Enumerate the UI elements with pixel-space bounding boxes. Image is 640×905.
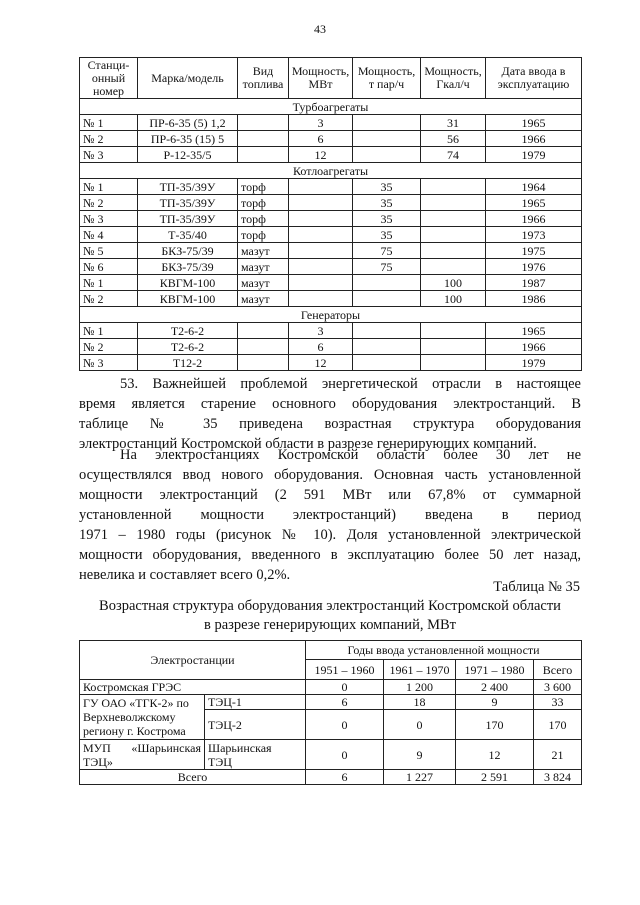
table-cell: № 3	[80, 355, 138, 371]
table-cell: № 2	[80, 339, 138, 355]
table-cell: мазут	[238, 259, 289, 275]
paragraph-line: невелика и составляет всего 0,2%.	[79, 567, 291, 583]
total-label: Всего	[80, 770, 306, 785]
table-cell: 1966	[486, 339, 582, 355]
year-column-header: 1971 – 1980	[456, 660, 534, 680]
table-cell: 1979	[486, 355, 582, 371]
table-cell: 12	[289, 355, 353, 371]
table-cell: 6	[289, 131, 353, 147]
table-cell	[238, 131, 289, 147]
table-cell: 1965	[486, 115, 582, 131]
table-row	[80, 275, 582, 291]
table-cell: ТП-35/39У	[138, 179, 238, 195]
plant-tec1: ТЭЦ-1	[205, 695, 306, 710]
owner-line: ТЭЦ»	[83, 754, 113, 769]
table-cell: мазут	[238, 291, 289, 307]
table-cell: Т-35/40	[138, 227, 238, 243]
table-cell: 0	[306, 740, 384, 770]
table-cell: 1 200	[384, 680, 456, 695]
table-cell: БКЗ-75/39	[138, 243, 238, 259]
table-cell: 3	[289, 115, 353, 131]
table-cell	[353, 275, 421, 291]
table-cell: 9	[456, 695, 534, 710]
section-row	[80, 99, 582, 115]
table-cell: 1 227	[384, 770, 456, 785]
table-row	[80, 740, 582, 770]
equipment-table	[79, 57, 582, 371]
table-cell: ТП-35/39У	[138, 195, 238, 211]
table-cell: торф	[238, 195, 289, 211]
table35-title-line: в разрезе генерирующих компаний, МВт	[204, 617, 456, 633]
table-cell: № 3	[80, 211, 138, 227]
table-row	[80, 259, 582, 275]
station-kostroma-gres: Костромская ГРЭС	[80, 680, 306, 695]
paragraph-age	[79, 445, 581, 585]
table-cell	[238, 147, 289, 163]
table-cell: 75	[353, 259, 421, 275]
table-cell: 6	[306, 770, 384, 785]
table-cell: № 5	[80, 243, 138, 259]
table-cell: 31	[421, 115, 486, 131]
table-row	[80, 243, 582, 259]
owner-line: региону г. Кострома	[83, 724, 186, 738]
table-cell	[353, 131, 421, 147]
paragraph-line: 1971 – 1980 годы (рисунок № 10). Доля установленной электрической	[79, 527, 581, 543]
year-column-header: 1951 – 1960	[306, 660, 384, 680]
table-cell: 35	[353, 227, 421, 243]
table-cell: торф	[238, 211, 289, 227]
table-row	[80, 147, 582, 163]
table-cell	[238, 355, 289, 371]
table-cell: 6	[289, 339, 353, 355]
table-cell	[421, 339, 486, 355]
table-row	[80, 115, 582, 131]
table-cell: КВГМ-100	[138, 275, 238, 291]
table-cell: № 1	[80, 323, 138, 339]
table-cell: 1975	[486, 243, 582, 259]
table-row	[80, 211, 582, 227]
section-title: Турбоагрегаты	[80, 99, 582, 115]
table-cell	[421, 355, 486, 371]
table35-title	[79, 597, 581, 635]
table35-label: Таблица № 35	[493, 579, 580, 595]
table-cell: 100	[421, 291, 486, 307]
table-cell	[421, 195, 486, 211]
header-model: Марка/модель	[138, 58, 238, 99]
table-cell: 12	[289, 147, 353, 163]
table-cell: КВГМ-100	[138, 291, 238, 307]
table-cell: № 1	[80, 275, 138, 291]
section-row	[80, 307, 582, 323]
table-cell: № 6	[80, 259, 138, 275]
table-cell: № 2	[80, 195, 138, 211]
table-cell: мазут	[238, 243, 289, 259]
section-title: Котлоагрегаты	[80, 163, 582, 179]
header-fuel-type: Вид топлива	[238, 58, 289, 99]
header-steam-capacity: Мощность, т пар/ч	[353, 58, 421, 99]
table-cell	[353, 291, 421, 307]
table-cell: 1987	[486, 275, 582, 291]
plant-line: ТЭЦ	[208, 754, 232, 769]
table-cell	[353, 355, 421, 371]
table-cell: 18	[384, 695, 456, 710]
table-cell: № 2	[80, 131, 138, 147]
table-cell: 1973	[486, 227, 582, 243]
table35-title-line: Возрастная структура оборудования электростанций Костромской области	[99, 598, 561, 614]
table-cell: 170	[456, 710, 534, 740]
year-column-header: 1961 – 1970	[384, 660, 456, 680]
table-cell: 21	[534, 740, 582, 770]
table-row	[80, 131, 582, 147]
paragraph-line: мощности оборудования, введенного в эксплуатацию более 50 лет назад,	[79, 547, 581, 563]
table-cell: 1986	[486, 291, 582, 307]
table-cell	[238, 323, 289, 339]
table-cell: 1966	[486, 211, 582, 227]
paragraph-line: осуществлялся ввод нового оборудования. Основная часть установленной	[79, 467, 581, 483]
table-cell: Т12-2	[138, 355, 238, 371]
table-cell: Т2-6-2	[138, 323, 238, 339]
header-commission-date: Дата ввода в эксплуатацию	[486, 58, 582, 99]
paragraph-line: время является старение основного оборудования электростанций. В	[79, 396, 581, 412]
table-cell	[289, 195, 353, 211]
owner-mup	[80, 740, 205, 770]
age-structure-table	[79, 640, 582, 785]
owner-line: Верхневолжскому	[83, 710, 176, 724]
table-cell: 2 400	[456, 680, 534, 695]
table-cell: 100	[421, 275, 486, 291]
table-cell	[289, 275, 353, 291]
table-cell: 1965	[486, 195, 582, 211]
table-cell	[289, 243, 353, 259]
table-cell: 74	[421, 147, 486, 163]
table-cell	[353, 115, 421, 131]
table-row	[80, 291, 582, 307]
owner-line: МУП «Шарьинская	[83, 740, 201, 755]
table-cell: 35	[353, 179, 421, 195]
table-cell: № 1	[80, 115, 138, 131]
table-row	[80, 680, 582, 695]
table-cell: 33	[534, 695, 582, 710]
table-cell	[421, 323, 486, 339]
table-row	[80, 179, 582, 195]
section-row	[80, 163, 582, 179]
year-column-header: Всего	[534, 660, 582, 680]
header-station-number: Станци-онный номер	[80, 58, 138, 99]
table-row-total	[80, 770, 582, 785]
plant-tec2: ТЭЦ-2	[205, 710, 306, 740]
paragraph-line: установленной мощности электростанций) введена в период	[79, 507, 581, 523]
table-row	[80, 227, 582, 243]
table-cell: 56	[421, 131, 486, 147]
table-cell: 1979	[486, 147, 582, 163]
table-cell: № 3	[80, 147, 138, 163]
table-cell: ПР-6-35 (5) 1,2	[138, 115, 238, 131]
table-cell: 1965	[486, 323, 582, 339]
table-cell: 9	[384, 740, 456, 770]
table-cell: 75	[353, 243, 421, 259]
table-cell: № 2	[80, 291, 138, 307]
table-cell: № 4	[80, 227, 138, 243]
header-heat-capacity: Мощность, Гкал/ч	[421, 58, 486, 99]
header-power-mw: Мощность, МВт	[289, 58, 353, 99]
table-cell	[289, 259, 353, 275]
paragraph-line: мощности электростанций (2 591 МВт или 67,8% от суммарной	[79, 487, 581, 503]
table-cell: Т2-6-2	[138, 339, 238, 355]
table-cell: 1964	[486, 179, 582, 195]
table-cell: Р-12-35/5	[138, 147, 238, 163]
table-cell: ТП-35/39У	[138, 211, 238, 227]
table-cell: торф	[238, 179, 289, 195]
table-cell	[421, 243, 486, 259]
equipment-table-header-row	[80, 58, 582, 99]
page-number: 43	[314, 22, 326, 36]
table-cell	[421, 179, 486, 195]
table-cell: 35	[353, 211, 421, 227]
table-row	[80, 695, 582, 710]
paragraph-line: 53. Важнейшей проблемой энергетической отрасли в настоящее	[120, 376, 581, 392]
plant-line: Шарьинская	[208, 740, 272, 755]
plant-sharya	[205, 740, 306, 770]
table-cell	[238, 115, 289, 131]
table-cell	[289, 291, 353, 307]
table-cell: мазут	[238, 275, 289, 291]
paragraph-line: таблице № 35 приведена возрастная структура оборудования	[79, 416, 581, 432]
table-row	[80, 355, 582, 371]
table-cell: 3 824	[534, 770, 582, 785]
table-cell: 1976	[486, 259, 582, 275]
table-row	[80, 195, 582, 211]
table-cell: 35	[353, 195, 421, 211]
age-table-header-row	[80, 641, 582, 660]
table-cell: 6	[306, 695, 384, 710]
paragraph-line: На электростанциях Костромской области более 30 лет не	[120, 447, 581, 463]
equipment-table-body	[80, 99, 582, 371]
paragraph-53	[79, 374, 581, 454]
owner-tgk2	[80, 695, 205, 740]
header-years: Годы ввода установленной мощности	[306, 641, 582, 660]
table-cell	[421, 211, 486, 227]
table-row	[80, 323, 582, 339]
table-cell	[289, 211, 353, 227]
table-cell: торф	[238, 227, 289, 243]
table-cell	[421, 259, 486, 275]
table-cell: 0	[384, 710, 456, 740]
table-cell: 2 591	[456, 770, 534, 785]
header-stations: Электростанции	[80, 641, 306, 680]
table-cell	[289, 227, 353, 243]
table-cell: БКЗ-75/39	[138, 259, 238, 275]
table-cell	[353, 339, 421, 355]
table-cell: 0	[306, 680, 384, 695]
table-row	[80, 339, 582, 355]
table-cell: 12	[456, 740, 534, 770]
table-cell: 1966	[486, 131, 582, 147]
table-cell: № 1	[80, 179, 138, 195]
table-cell	[353, 323, 421, 339]
table-cell: 3 600	[534, 680, 582, 695]
table-cell	[421, 227, 486, 243]
owner-line: ГУ ОАО «ТГК-2» по	[83, 696, 189, 710]
table-cell: 170	[534, 710, 582, 740]
section-title: Генераторы	[80, 307, 582, 323]
table-cell: 0	[306, 710, 384, 740]
table-cell: 3	[289, 323, 353, 339]
paragraph-line: электростанций Костромской области в разрезе генерирующих компаний.	[79, 436, 537, 452]
table-cell	[238, 339, 289, 355]
table-cell: ПР-6-35 (15) 5	[138, 131, 238, 147]
table-cell	[289, 179, 353, 195]
table-cell	[353, 147, 421, 163]
